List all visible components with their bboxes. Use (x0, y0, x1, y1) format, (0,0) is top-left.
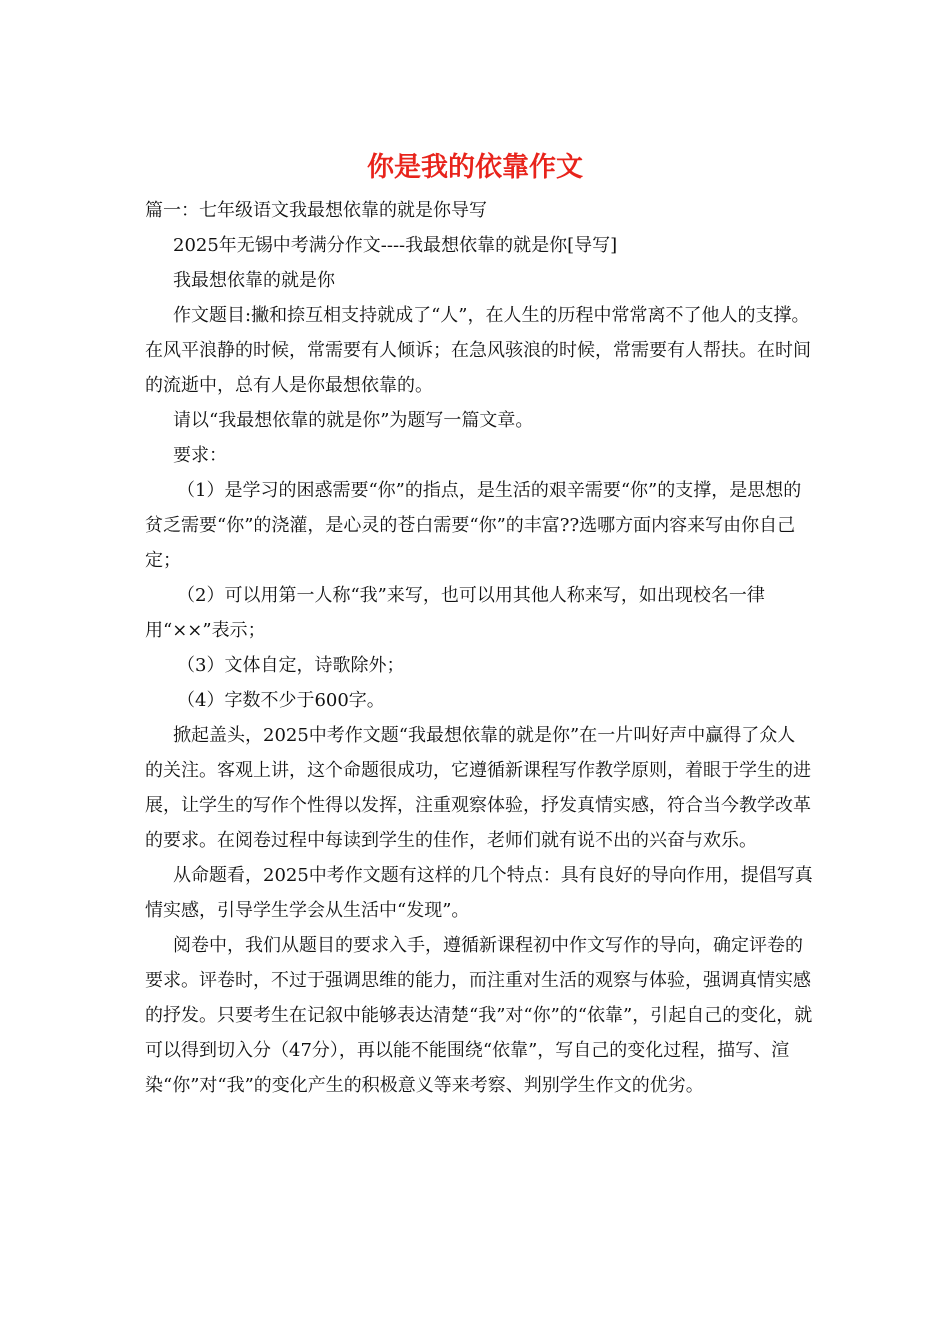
document-title: 你是我的依靠作文 (367, 152, 583, 183)
commentary-paragraph-3: 阅卷中，我们从题目的要求入手，遵循新课程初中作文写作的导向，确定评卷的要求。评卷时，不过于强调思维的能力，而注重对生活的观察与体验，强调真情实感的抒发。只要考生在记叙中能够表达清楚“我”对“你”的“依靠”，引起自己的变化，就可以得到切入分（47分），再以能不能围绕“依靠”，写自己的变化过程，描写、渲染“你”对“我”的变化产生的积极意义等来考察、判别学生作文的优劣。 (145, 935, 813, 1096)
commentary-paragraph-2: 从命题看，2025中考作文题有这样的几个特点：具有良好的导向作用，提倡写真情实感，引导学生学会从生活中“发现”。 (145, 865, 813, 921)
subtitle-line: 2025年无锡中考满分作文----我最想依靠的就是你[导写] (173, 235, 618, 256)
document-body (145, 193, 813, 1103)
prompt-paragraph: 作文题目:撇和捺互相支持就成了“人”，在人生的历程中常常离不了他人的支撑。在风平浪静的时候，常需要有人倾诉；在急风骇浪的时候，常需要有人帮扶。在时间的流逝中，总有人是你最想依靠的。 (145, 305, 811, 396)
requirement-item-2: （2）可以用第一人称“我”来写，也可以用其他人称来写，如出现校名一律用“××”表示； (145, 585, 765, 641)
section-heading: 篇一：七年级语文我最想依靠的就是你导写 (145, 200, 487, 221)
commentary-paragraph-1: 掀起盖头，2025中考作文题“我最想依靠的就是你”在一片叫好声中赢得了众人的关注。客观上讲，这个命题很成功，它遵循新课程写作教学原则，着眼于学生的进展，让学生的写作个性得以发挥，注重观察体验，抒发真情实感，符合当今教学改革的要求。在阅卷过程中每读到学生的佳作，老师们就有说不出的兴奋与欢乐。 (145, 725, 811, 851)
requirements-label: 要求： (173, 445, 227, 466)
requirement-item-4: （4）字数不少于600字。 (177, 690, 385, 711)
essay-topic-line: 我最想依靠的就是你 (173, 270, 335, 291)
instruction-paragraph: 请以“我最想依靠的就是你”为题写一篇文章。 (173, 410, 534, 431)
requirement-item-1: （1）是学习的困惑需要“你”的指点，是生活的艰辛需要“你”的支撑，是思想的贫乏需要“你”的浇灌，是心灵的苍白需要“你”的丰富??选哪方面内容来写由你自己定； (145, 480, 802, 571)
requirement-item-3: （3）文体自定，诗歌除外； (177, 655, 405, 676)
